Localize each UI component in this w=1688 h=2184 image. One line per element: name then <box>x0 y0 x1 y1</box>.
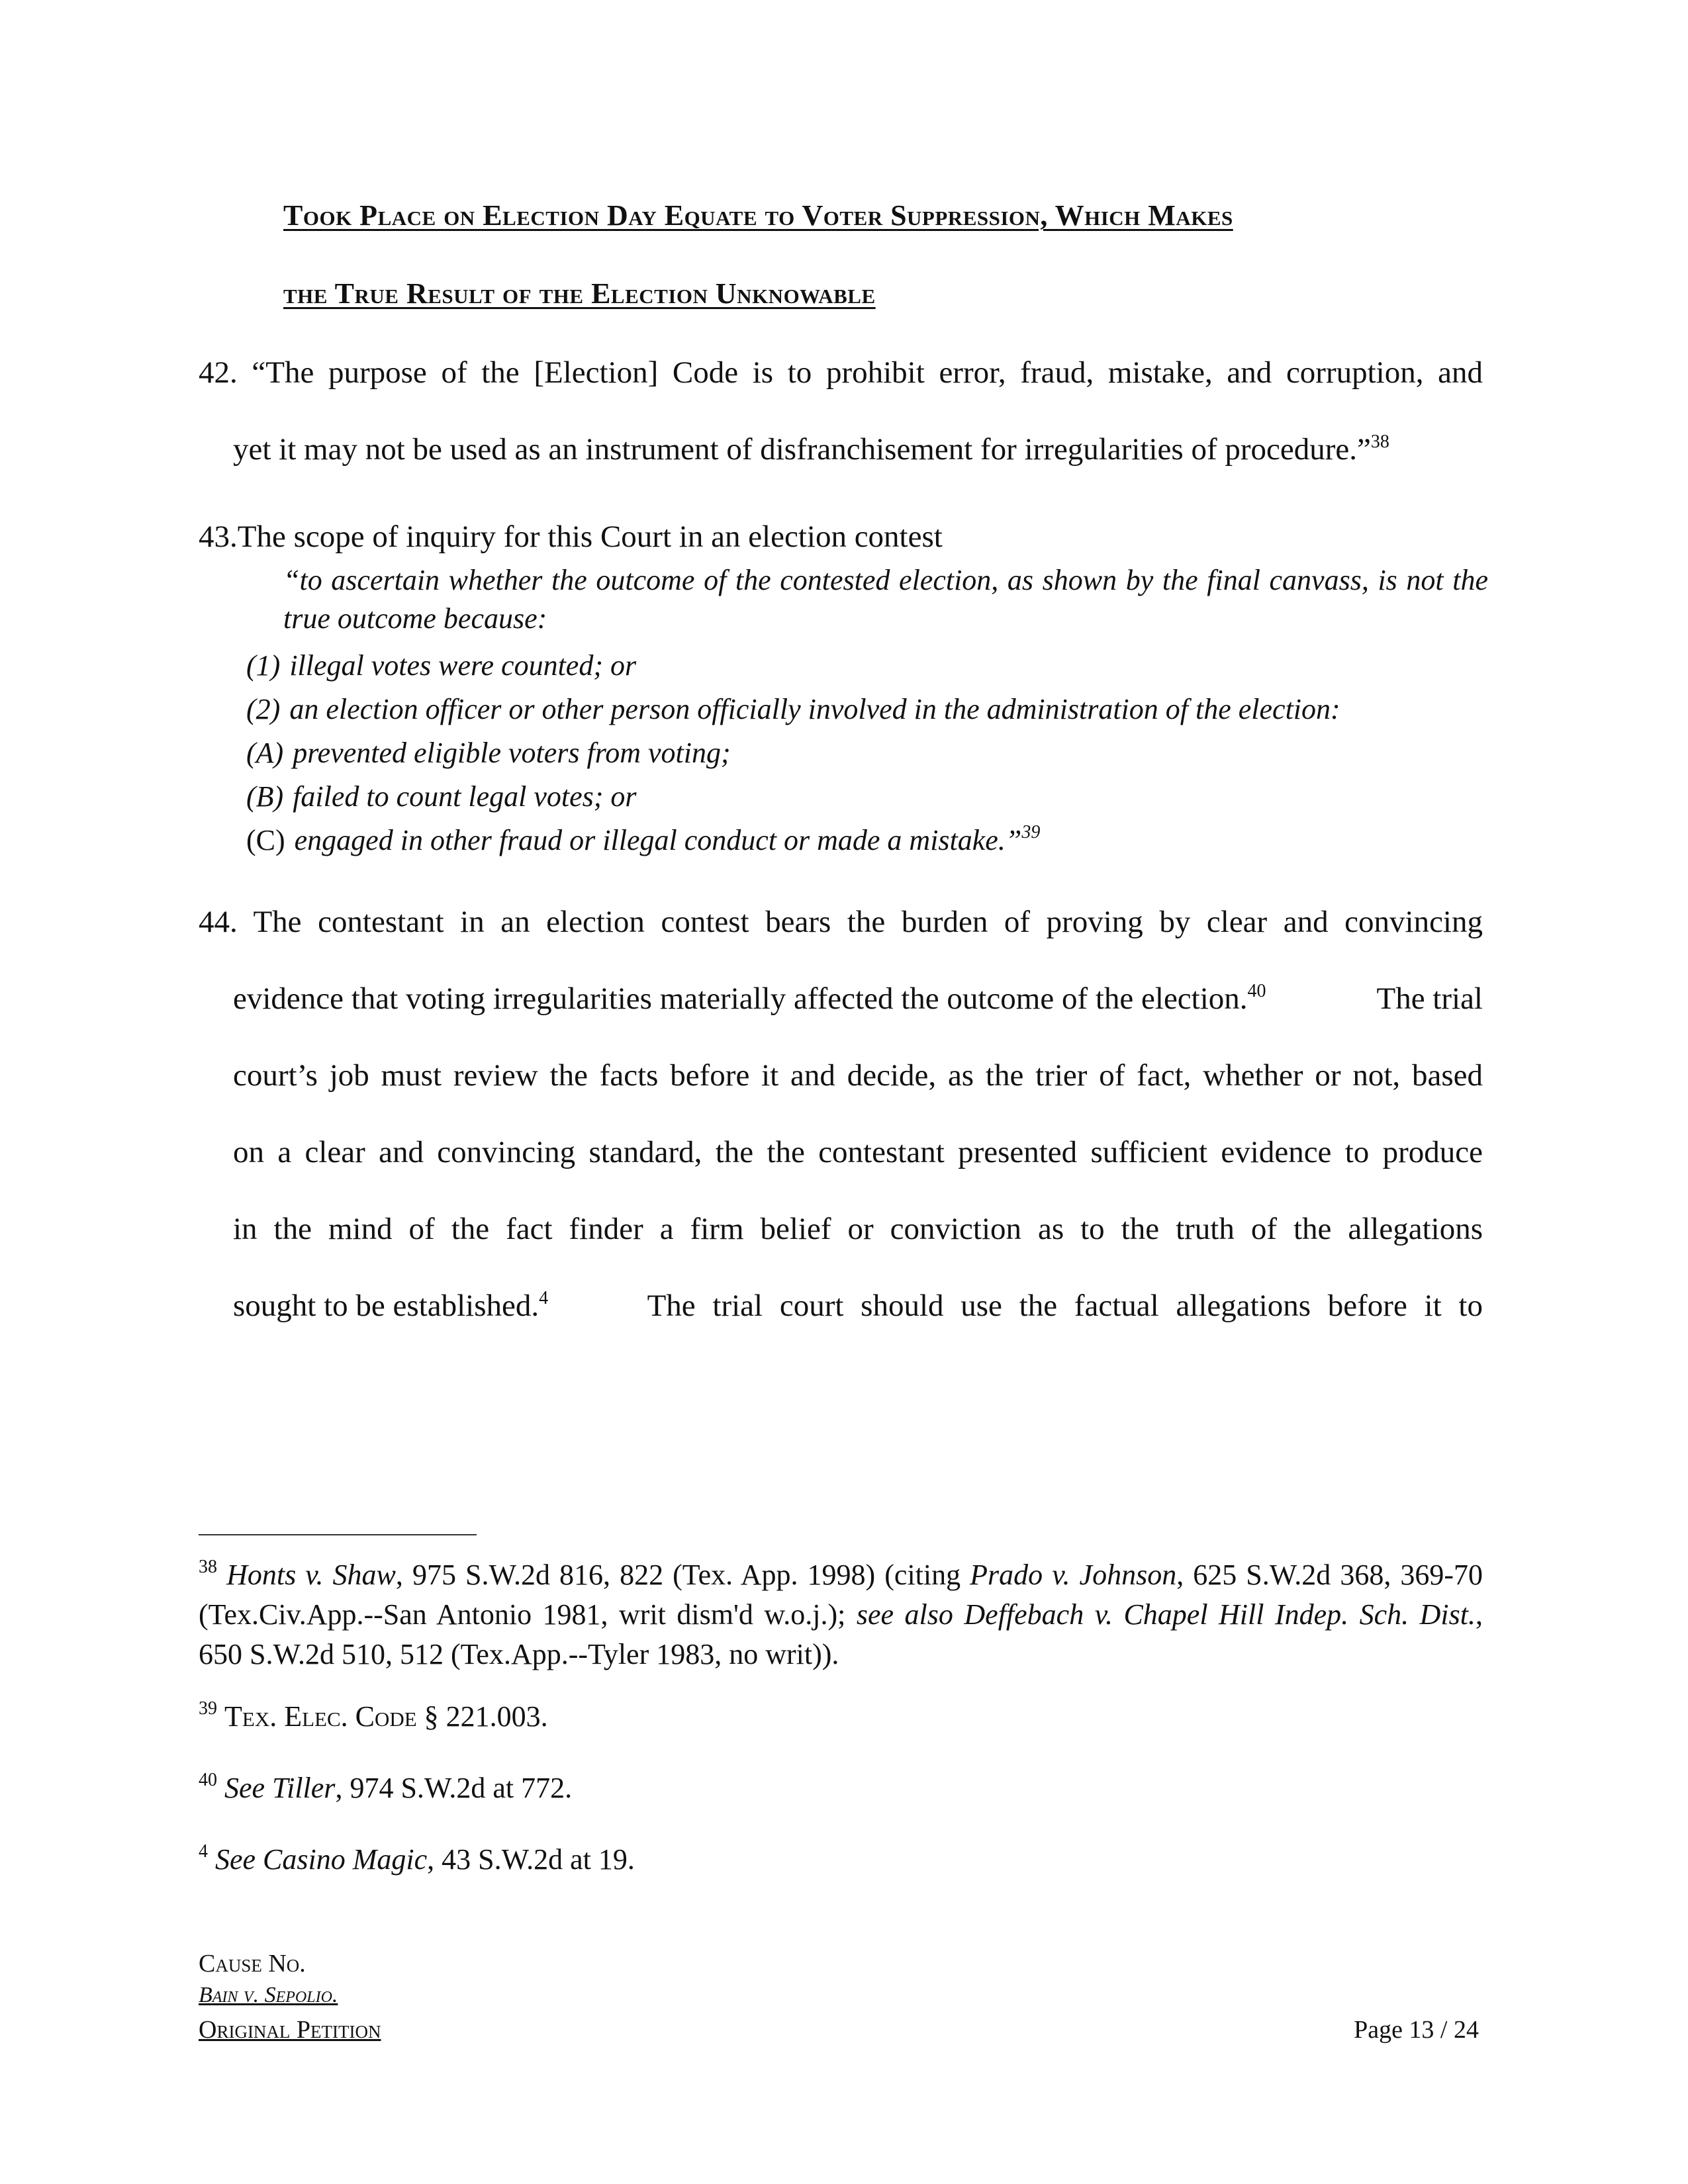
footer-case-name: Bain v. Sepolio. <box>199 1983 338 2007</box>
paragraph-42-text-2: yet it may not be used as an instrument of disfranchisement for irregularities of procedure.” <box>233 432 1371 467</box>
footnote-separator <box>199 1534 477 1535</box>
paragraph-44-line-1: 44. The contestant in an election contest bears the burden of proving by clear and convincing <box>199 905 1483 939</box>
footnote-38: $^{38}$ Honts v. Shaw, 975 S.W.2d 816, 822 (Tex. App. 1998) (citing Prado v. Johnson, 625 S.W.2d 368, 369-70 (Tex.Civ.App.--San Antonio 1981, writ dism'd w.o.j.); see also Deffebach v. Chapel Hill Indep. Sch. Dist., 650 S.W.2d 510, 512 (Tex.App.--Tyler 1983, no writ)). <box>199 1557 1483 1670</box>
paragraph-44-line-4: on a clear and convincing standard, the the contestant presented sufficient evidence to produce <box>233 1135 1483 1169</box>
paragraph-43-intro: 43.The scope of inquiry for this Court in an election contest <box>199 520 943 554</box>
paragraph-44-line-3: court’s job must review the facts before it and decide, as the trier of fact, whether or not, based <box>233 1058 1483 1093</box>
footnote-4: $^4$ See Casino Magic, 43 S.W.2d at 19. <box>199 1841 635 1876</box>
quote-list-item-B: (B) failed to count legal votes; or <box>246 780 637 813</box>
paragraph-42-line-2 <box>233 432 1389 467</box>
quote-list-item-2: (2) an election officer or other person officially involved in the administration of the election: <box>246 693 1340 725</box>
page-number: Page 13 / 24 <box>1354 2016 1479 2044</box>
paragraph-43-quote: “to ascertain whether the outcome of the contested election, as shown by the final canvass, is not the true outcome because: <box>283 564 1488 635</box>
quote-list-item-1: (1) illegal votes were counted; or <box>246 649 637 682</box>
quote-list-item-A: (A) prevented eligible voters from voting; <box>246 737 731 769</box>
footnote-ref-4[interactable]: 4 <box>539 1288 549 1308</box>
footnote-ref-39[interactable]: 39 <box>1021 822 1041 842</box>
footnote-39: $^{39}$ Tex. Elec. Code § 221.003. <box>199 1698 548 1733</box>
paragraph-44-line-5: in the mind of the fact finder a firm belief or conviction as to the truth of the allegations <box>233 1212 1483 1246</box>
section-heading-line-1: Took Place on Election Day Equate to Voter Suppression, Which Makes <box>283 199 1233 232</box>
footnote-ref-38[interactable]: 38 <box>1370 432 1389 452</box>
footer-document-title: Original Petition <box>199 2016 381 2044</box>
quote-list-item-C: (C) engaged in other fraud or illegal conduct or made a mistake.”$^{39}$ <box>246 822 1041 856</box>
paragraph-42-line-1 <box>199 355 1483 390</box>
section-heading-line-2: the True Result of the Election Unknowable <box>283 277 876 310</box>
footnote-40: $^{40}$ See Tiller, 974 S.W.2d at 772. <box>199 1770 573 1804</box>
footer-cause-number: Cause No. <box>199 1950 306 1978</box>
paragraph-42-text-1: “The purpose of the [Election] Code is to prohibit error, fraud, mistake, and corruption, and <box>252 355 1483 390</box>
paragraph-44-line-6: sought to be established.$^4$ The trial court should use the factual allegations before it to <box>233 1288 1483 1323</box>
paragraph-42-number: 42. <box>199 355 238 390</box>
footnote-ref-40[interactable]: 40 <box>1247 981 1266 1001</box>
paragraph-44-line-2: evidence that voting irregularities materially affected the outcome of the election.$^{40}$ The trial <box>233 981 1483 1016</box>
